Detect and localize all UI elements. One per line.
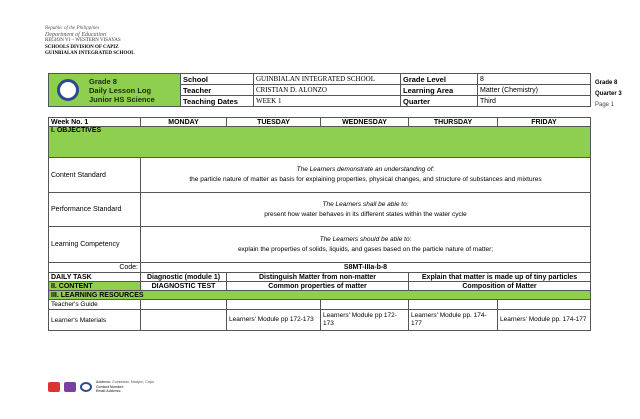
daily-task-label: DAILY TASK <box>49 273 141 282</box>
school-seal-icon <box>80 382 92 392</box>
footer-contact-label: Contact Number: <box>96 384 125 389</box>
day-monday: MONDAY <box>141 118 227 127</box>
footer-email-label: Email Address: <box>96 389 122 393</box>
content-thu-fri: Composition of Matter <box>409 282 591 291</box>
learners-materials-thursday: Learners' Module pp. 174-177 <box>409 310 498 331</box>
grade-level-value: 8 <box>478 74 591 85</box>
learners-materials-friday: Learners' Module pp. 174-177 <box>498 310 591 331</box>
day-tuesday: TUESDAY <box>227 118 321 127</box>
letterhead-region: REGION VI – WESTERN VISAYAS <box>45 38 121 44</box>
dll-title-cell <box>49 74 181 107</box>
deped-logo-icon <box>48 382 60 392</box>
daily-task-monday: Diagnostic (module 1) <box>141 273 227 282</box>
teachers-guide-cell <box>141 300 227 310</box>
side-grade: Grade 8 <box>595 80 618 86</box>
side-quarter: Quarter 3 <box>595 91 622 97</box>
letterhead-deped: Department of Education <box>45 32 106 39</box>
learning-area-label: Learning Area <box>401 85 478 96</box>
grade-level-label: Grade Level <box>401 74 478 85</box>
performance-text: present how water behaves in its different states within the water cycle <box>264 210 467 218</box>
footer-address-label: Address: <box>96 380 112 384</box>
letterhead <box>45 26 135 57</box>
teaching-dates-value: WEEK 1 <box>254 96 401 107</box>
teacher-label: Teacher <box>181 85 254 96</box>
teacher-value: CRISTIAN D. ALONZO <box>254 85 401 96</box>
code-label: Code: <box>49 263 141 273</box>
content-tue-wed: Common properties of matter <box>227 282 409 291</box>
day-wednesday: WEDNESDAY <box>321 118 409 127</box>
title-jhs: Junior HS Science <box>89 94 155 104</box>
day-thursday: THURSDAY <box>409 118 498 127</box>
footer <box>48 380 154 394</box>
performance-standard-label: Performance Standard <box>49 193 141 227</box>
teachers-guide-label: Teacher's Guide <box>49 300 141 310</box>
learning-area-value: Matter (Chemistry) <box>478 85 591 96</box>
learners-materials-label: Learner's Materials <box>49 310 141 331</box>
lesson-log-table <box>48 117 591 331</box>
daily-task-tue-wed: Distinguish Matter from non-matter <box>227 273 409 282</box>
school-value: GUINBIALAN INTEGRATED SCHOOL <box>254 74 401 85</box>
code-value: S8MT-IIIa-b-8 <box>141 263 591 273</box>
learning-resources-heading: III. LEARNING RESOURCES <box>49 291 591 300</box>
learners-materials-tuesday: Learners' Module pp 172-173 <box>227 310 321 331</box>
day-friday: FRIDAY <box>498 118 591 127</box>
competency-intro: The Learners should be able to: <box>319 235 412 243</box>
letterhead-school: GUINBIALAN INTEGRATED SCHOOL <box>45 50 135 56</box>
content-standard-label: Content Standard <box>49 158 141 193</box>
letterhead-division: SCHOOLS DIVISION OF CAPIZ <box>45 44 119 50</box>
learning-competency-label: Learning Competency <box>49 227 141 263</box>
school-label: School <box>181 74 254 85</box>
content-standard-text: the particle nature of matter as basis for explaining properties, physical changes, and structure of substances and mixtures <box>189 176 542 183</box>
deped-seal-icon <box>57 79 79 101</box>
learners-materials-wednesday: Learners' Module pp 172-173 <box>321 310 409 331</box>
quarter-label: Quarter <box>401 96 478 107</box>
content-heading: II. CONTENT <box>49 282 141 291</box>
week-number: Week No. 1 <box>49 118 141 127</box>
content-standard-intro: The Learners demonstrate an understanding of: <box>296 166 435 173</box>
teachers-guide-cell <box>321 300 409 310</box>
side-page: Page 1 <box>595 102 615 108</box>
title-dll: Daily Lesson Log <box>89 85 152 95</box>
quarter-value: Third <box>478 96 591 107</box>
teachers-guide-cell <box>409 300 498 310</box>
title-grade: Grade 8 <box>89 76 117 86</box>
performance-intro: The Learners shall be able to: <box>322 200 409 208</box>
content-monday: DIAGNOSTIC TEST <box>141 282 227 291</box>
teachers-guide-cell <box>498 300 591 310</box>
footer-address: Guinbialan, Maayon, Capiz <box>112 380 155 384</box>
header-table <box>48 73 591 107</box>
objectives-heading: I. OBJECTIVES <box>49 127 591 158</box>
competency-text: explain the properties of solids, liquids, and gases based on the particle nature of matter; <box>237 245 494 253</box>
letterhead-republic: Republic of the Philippines <box>45 26 100 31</box>
page-info <box>595 78 622 111</box>
teaching-dates-label: Teaching Dates <box>181 96 254 107</box>
teachers-guide-cell <box>227 300 321 310</box>
bagong-pilipinas-logo-icon <box>64 382 76 392</box>
daily-task-thu-fri: Explain that matter is made up of tiny particles <box>409 273 591 282</box>
learners-materials-monday <box>141 310 227 331</box>
